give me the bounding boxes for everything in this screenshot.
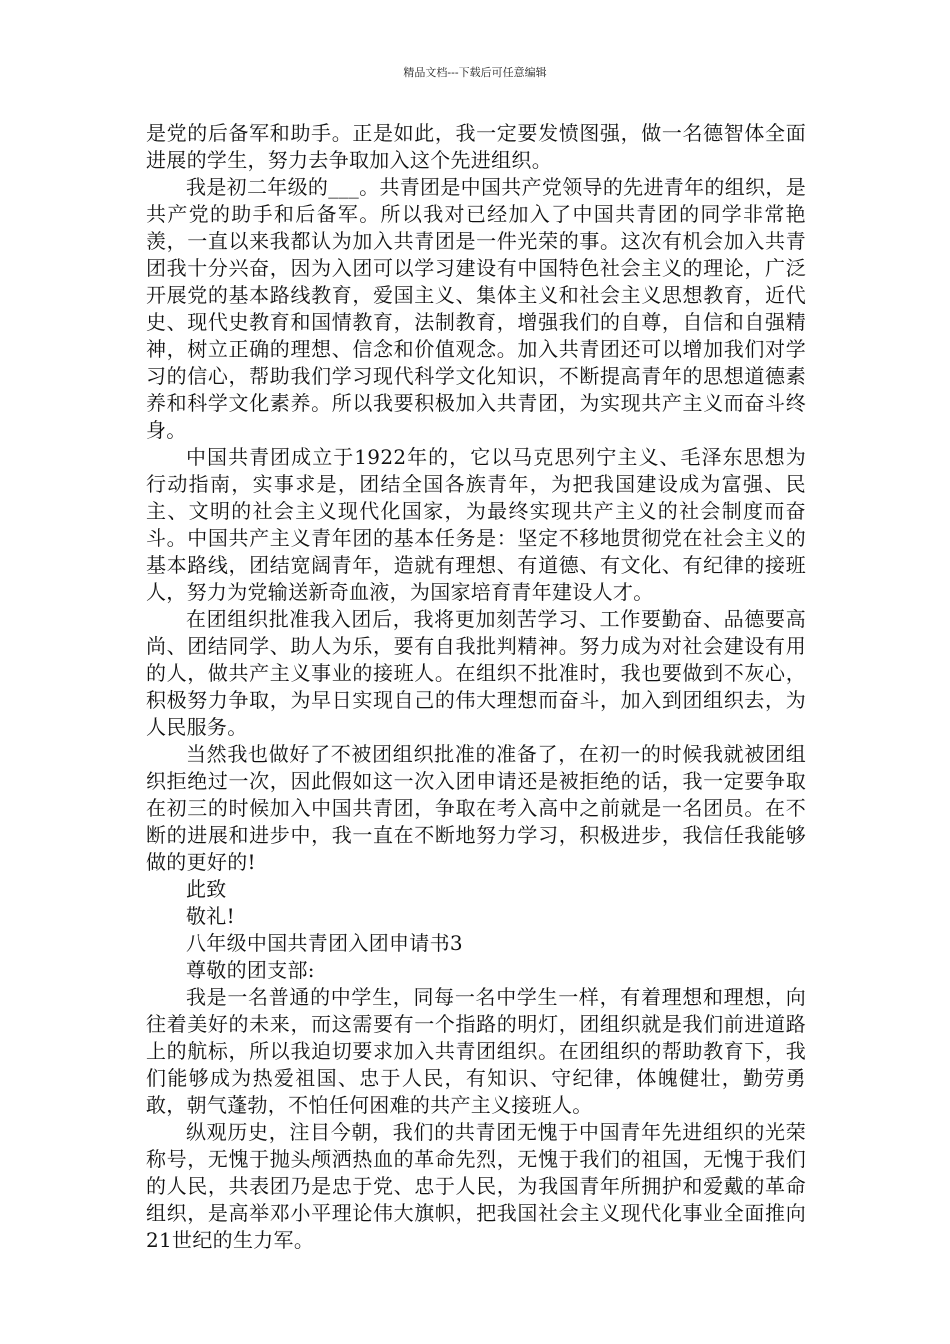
paragraph: 当然我也做好了不被团组织批准的准备了，在初一的时候我就被团组织拒绝过一次，因此假如这一次入团申请还是被拒绝的话，我一定要争取在初三的时候加入中国共青团，争取在考入高中之前就是一名团员。在不断的进展和进步中，我一直在不断地努力学习，积极进步，我信任我能够做的更好的! [146,742,806,874]
paragraph: 我是初二年级的___。共青团是中国共产党领导的先进青年的组织，是共产党的助手和后备军。所以我对已经加入了中国共青团的同学非常艳羡，一直以来我都认为加入共青团是一件光荣的事。这次有机会加入共青团我十分兴奋，因为入团可以学习建设有中国特色社会主义的理论，广泛开展党的基本路线教育，爱国主义、集体主义和社会主义思想教育，近代史、现代史教育和国情教育，法制教育，增强我们的自尊，自信和自强精神，树立正确的理想、信念和价值观念。加入共青团还可以增加我们对学习的信心，帮助我们学习现代科学文化知识，不断提高青年的思想道德素养和科学文化素养。所以我要积极加入共青团，为实现共产主义而奋斗终身。 [146,175,806,442]
closing-line: 此致 [186,877,227,901]
section-title: 八年级中国共青团入团申请书3 [186,931,463,955]
paragraph: 在团组织批准我入团后，我将更加刻苦学习、工作要勤奋、品德要高尚、团结同学、助人为乐，要有自我批判精神。努力成为对社会建设有用的人，做共产主义事业的接班人。在组织不批准时，我也要做到不灰心，积极努力争取，为早日实现自己的伟大理想而奋斗，加入到团组织去，为人民服务。 [146,607,806,739]
document-body [146,120,806,1254]
paragraph-continuation: 是党的后备军和助手。正是如此，我一定要发愤图强，做一名德智体全面进展的学生，努力去争取加入这个先进组织。 [146,121,806,172]
paragraph: 我是一名普通的中学生，同每一名中学生一样，有着理想和理想，向往着美好的未来，而这需要有一个指路的明灯，团组织就是我们前进道路上的航标，所以我迫切要求加入共青团组织。在团组织的帮助教育下，我们能够成为热爱祖国、忠于人民，有知识、守纪律，体魄健壮，勤劳勇敢，朝气蓬勃，不怕任何困难的共产主义接班人。 [146,985,806,1117]
closing-salute: 敬礼! [186,904,235,928]
paragraph: 纵观历史，注目今朝，我们的共青团无愧于中国青年先进组织的光荣称号，无愧于抛头颅洒热血的革命先烈，无愧于我们的祖国，无愧于我们的人民，共表团乃是忠于党、忠于人民，为我国青年所拥护和爱戴的革命组织，是高举邓小平理论伟大旗帜，把我国社会主义现代化事业全面推向21世纪的生力军。 [146,1120,806,1252]
page-header-note: 精品文档---下载后可任意编辑 [403,66,547,79]
paragraph: 中国共青团成立于1922年的，它以马克思列宁主义、毛泽东思想为行动指南，实事求是，团结全国各族青年，为把我国建设成为富强、民主、文明的社会主义现代化国家，为最终实现共产主义的社会制度而奋斗。中国共产主义青年团的基本任务是：坚定不移地贯彻党在社会主义的基本路线，团结宽阔青年，造就有理想、有道德、有文化、有纪律的接班人，努力为党输送新奇血液，为国家培育青年建设人才。 [146,445,806,604]
salutation: 尊敬的团支部: [186,958,315,982]
